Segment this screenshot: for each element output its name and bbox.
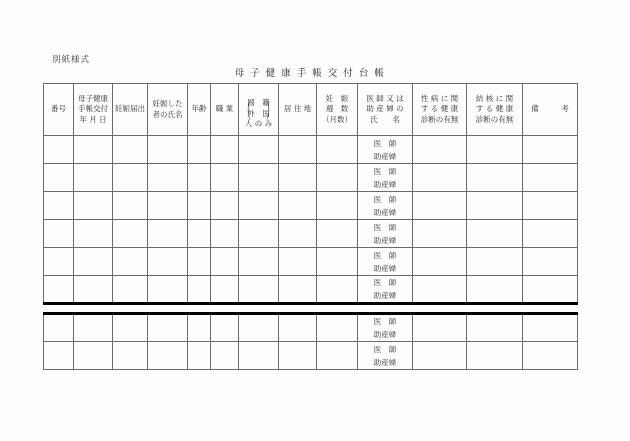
cell-practitioner bbox=[358, 192, 413, 220]
cell-practitioner bbox=[358, 342, 413, 370]
physician-label: 医 師 bbox=[373, 250, 397, 260]
col-header-label: 妊娠届出 bbox=[115, 104, 145, 114]
cell-practitioner bbox=[358, 136, 413, 164]
col-header-label: 性 病 に 関 bbox=[420, 93, 459, 103]
col-header-issue-date bbox=[74, 84, 113, 136]
cell-residence bbox=[279, 342, 317, 370]
header-row bbox=[44, 84, 578, 136]
col-header-label: 週 数 bbox=[325, 104, 349, 114]
col-header-pregnancy-notification bbox=[113, 84, 148, 136]
cell-remarks bbox=[523, 164, 578, 192]
cell-std-exam bbox=[413, 192, 467, 220]
cell-number bbox=[44, 342, 74, 370]
register-table-main bbox=[43, 83, 578, 305]
cell-notification bbox=[113, 276, 148, 304]
cell-practitioner bbox=[358, 314, 413, 342]
cell-residence bbox=[279, 276, 317, 304]
col-header-nationality bbox=[239, 84, 279, 136]
col-header-label: 結 核 に 関 bbox=[475, 93, 514, 103]
cell-name bbox=[148, 248, 188, 276]
cell-residence bbox=[279, 192, 317, 220]
cell-age bbox=[188, 192, 211, 220]
cell-std-exam bbox=[413, 248, 467, 276]
physician-label: 医 師 bbox=[373, 317, 397, 326]
cell-std-exam bbox=[413, 314, 467, 342]
physician-label: 医 師 bbox=[373, 194, 397, 204]
col-header-label: 備 考 bbox=[531, 104, 569, 114]
cell-std-exam bbox=[413, 220, 467, 248]
cell-issue-date bbox=[74, 342, 113, 370]
cell-remarks bbox=[523, 248, 578, 276]
cell-issue-date bbox=[74, 248, 113, 276]
cell-issue-date bbox=[74, 276, 113, 304]
midwife-label: 助産婦 bbox=[373, 151, 397, 161]
cell-name bbox=[148, 192, 188, 220]
cell-age bbox=[188, 136, 211, 164]
midwife-label: 助産婦 bbox=[373, 357, 397, 367]
col-header-label: 職 業 bbox=[215, 104, 234, 114]
physician-label: 医 師 bbox=[373, 222, 397, 232]
cell-weeks bbox=[317, 342, 358, 370]
cell-issue-date bbox=[74, 220, 113, 248]
cell-notification bbox=[113, 220, 148, 248]
col-header-label: 手帳交付 bbox=[78, 104, 108, 114]
col-header-age bbox=[188, 84, 211, 136]
table-row bbox=[44, 164, 578, 192]
midwife-label: 助産婦 bbox=[373, 235, 397, 245]
table-row bbox=[44, 248, 578, 276]
table-row bbox=[44, 342, 578, 370]
cell-age bbox=[188, 314, 211, 342]
col-header-label: 国 籍 bbox=[247, 98, 270, 108]
cell-occupation bbox=[211, 342, 239, 370]
col-header-label: 妊娠した bbox=[152, 99, 183, 108]
cell-name bbox=[148, 276, 188, 304]
cell-notification bbox=[113, 136, 148, 164]
cell-std-exam bbox=[413, 164, 467, 192]
open-paren-glyph: （ bbox=[242, 101, 252, 126]
col-header-label: 人 の み bbox=[244, 119, 273, 129]
cell-notification bbox=[113, 192, 148, 220]
cell-practitioner bbox=[358, 276, 413, 304]
col-header-label: 助 産 婦 の bbox=[366, 104, 404, 114]
cell-issue-date bbox=[74, 164, 113, 192]
cell-name bbox=[148, 136, 188, 164]
col-header-label: 妊 娠 bbox=[325, 93, 349, 103]
form-note: 別紙様式 bbox=[52, 55, 91, 65]
cell-number bbox=[44, 164, 74, 192]
col-header-gestation-weeks bbox=[317, 84, 358, 136]
physician-label: 医 師 bbox=[373, 344, 397, 354]
cell-age bbox=[188, 276, 211, 304]
cell-nationality bbox=[239, 220, 279, 248]
cell-practitioner bbox=[358, 164, 413, 192]
cell-remarks bbox=[523, 220, 578, 248]
table-row bbox=[44, 220, 578, 248]
cell-number bbox=[44, 248, 74, 276]
col-header-label: 外 国 bbox=[247, 108, 270, 118]
cell-residence bbox=[279, 136, 317, 164]
midwife-label: 助産婦 bbox=[373, 207, 397, 217]
cell-tb-exam bbox=[467, 192, 523, 220]
cell-issue-date bbox=[74, 136, 113, 164]
cell-occupation bbox=[211, 276, 239, 304]
cell-remarks bbox=[523, 342, 578, 370]
col-header-label: 者の氏名 bbox=[152, 109, 183, 119]
physician-label: 医 師 bbox=[373, 166, 397, 176]
cell-practitioner bbox=[358, 248, 413, 276]
cell-name bbox=[148, 314, 188, 342]
col-header-pregnant-name bbox=[148, 84, 188, 136]
cell-weeks bbox=[317, 314, 358, 342]
register-table-continuation bbox=[43, 312, 578, 370]
midwife-label: 助産婦 bbox=[373, 291, 397, 300]
col-header-label: 年齢 bbox=[191, 104, 207, 114]
cell-occupation bbox=[211, 314, 239, 342]
table-row bbox=[44, 276, 578, 304]
cell-occupation bbox=[211, 164, 239, 192]
cell-remarks bbox=[523, 276, 578, 304]
midwife-label: 助産婦 bbox=[373, 263, 397, 273]
table-row bbox=[44, 314, 578, 342]
cell-nationality bbox=[239, 314, 279, 342]
cell-nationality bbox=[239, 164, 279, 192]
cell-occupation bbox=[211, 220, 239, 248]
cell-number bbox=[44, 220, 74, 248]
col-header-label: 母子健康 bbox=[78, 93, 108, 103]
cell-weeks bbox=[317, 220, 358, 248]
col-header-residence bbox=[279, 84, 317, 136]
cell-residence bbox=[279, 220, 317, 248]
cell-tb-exam bbox=[467, 136, 523, 164]
col-header-number bbox=[44, 84, 74, 136]
cell-remarks bbox=[523, 136, 578, 164]
cell-notification bbox=[113, 248, 148, 276]
cell-nationality bbox=[239, 342, 279, 370]
cell-notification bbox=[113, 164, 148, 192]
cell-age bbox=[188, 342, 211, 370]
cell-notification bbox=[113, 314, 148, 342]
col-header-tb-exam bbox=[467, 84, 523, 136]
cell-residence bbox=[279, 248, 317, 276]
cell-number bbox=[44, 276, 74, 304]
cell-tb-exam bbox=[467, 220, 523, 248]
cell-nationality bbox=[239, 248, 279, 276]
cell-remarks bbox=[523, 314, 578, 342]
cell-occupation bbox=[211, 248, 239, 276]
col-header-label: 年 月 日 bbox=[79, 114, 107, 124]
cell-tb-exam bbox=[467, 248, 523, 276]
cell-weeks bbox=[317, 192, 358, 220]
cell-occupation bbox=[211, 136, 239, 164]
cell-practitioner bbox=[358, 220, 413, 248]
cell-number bbox=[44, 192, 74, 220]
cell-nationality bbox=[239, 276, 279, 304]
cell-number bbox=[44, 314, 74, 342]
col-header-std-exam bbox=[413, 84, 467, 136]
cell-number bbox=[44, 136, 74, 164]
cell-weeks bbox=[317, 136, 358, 164]
cell-age bbox=[188, 220, 211, 248]
physician-label: 医 師 bbox=[373, 138, 397, 148]
cell-std-exam bbox=[413, 276, 467, 304]
col-header-label: 氏 名 bbox=[370, 114, 400, 124]
cell-residence bbox=[279, 164, 317, 192]
col-header-label: 診断の有無 bbox=[475, 114, 514, 124]
col-header-occupation bbox=[211, 84, 239, 136]
close-paren-glyph: ） bbox=[265, 101, 275, 126]
col-header-label: 医 師 又 は bbox=[366, 93, 404, 103]
cell-remarks bbox=[523, 192, 578, 220]
col-header-remarks bbox=[523, 84, 578, 136]
midwife-label: 助産婦 bbox=[373, 179, 397, 189]
cell-std-exam bbox=[413, 342, 467, 370]
cell-weeks bbox=[317, 164, 358, 192]
cell-tb-exam bbox=[467, 164, 523, 192]
col-header-label: （月数） bbox=[322, 114, 352, 124]
cell-notification bbox=[113, 342, 148, 370]
cell-nationality bbox=[239, 136, 279, 164]
page-title: 母 子 健 康 手 帳 交 付 台 帳 bbox=[234, 68, 386, 79]
cell-issue-date bbox=[74, 314, 113, 342]
col-header-practitioner-name bbox=[358, 84, 413, 136]
col-header-label: 診断の有無 bbox=[420, 114, 459, 124]
table-row bbox=[44, 192, 578, 220]
cell-tb-exam bbox=[467, 342, 523, 370]
col-header-label: 居 住 地 bbox=[283, 104, 312, 114]
col-header-label: 番号 bbox=[51, 104, 66, 114]
cell-nationality bbox=[239, 192, 279, 220]
cell-occupation bbox=[211, 192, 239, 220]
table-row bbox=[44, 136, 578, 164]
cell-name bbox=[148, 164, 188, 192]
cell-name bbox=[148, 220, 188, 248]
cell-weeks bbox=[317, 248, 358, 276]
physician-label: 医 師 bbox=[373, 278, 397, 287]
col-header-label: す る 健 康 bbox=[475, 104, 514, 114]
cell-tb-exam bbox=[467, 314, 523, 342]
cell-tb-exam bbox=[467, 276, 523, 304]
midwife-label: 助産婦 bbox=[373, 330, 397, 339]
cell-weeks bbox=[317, 276, 358, 304]
cell-name bbox=[148, 342, 188, 370]
cell-issue-date bbox=[74, 192, 113, 220]
cell-std-exam bbox=[413, 136, 467, 164]
cell-age bbox=[188, 164, 211, 192]
cell-residence bbox=[279, 314, 317, 342]
cell-age bbox=[188, 248, 211, 276]
col-header-label: す る 健 康 bbox=[420, 104, 459, 114]
